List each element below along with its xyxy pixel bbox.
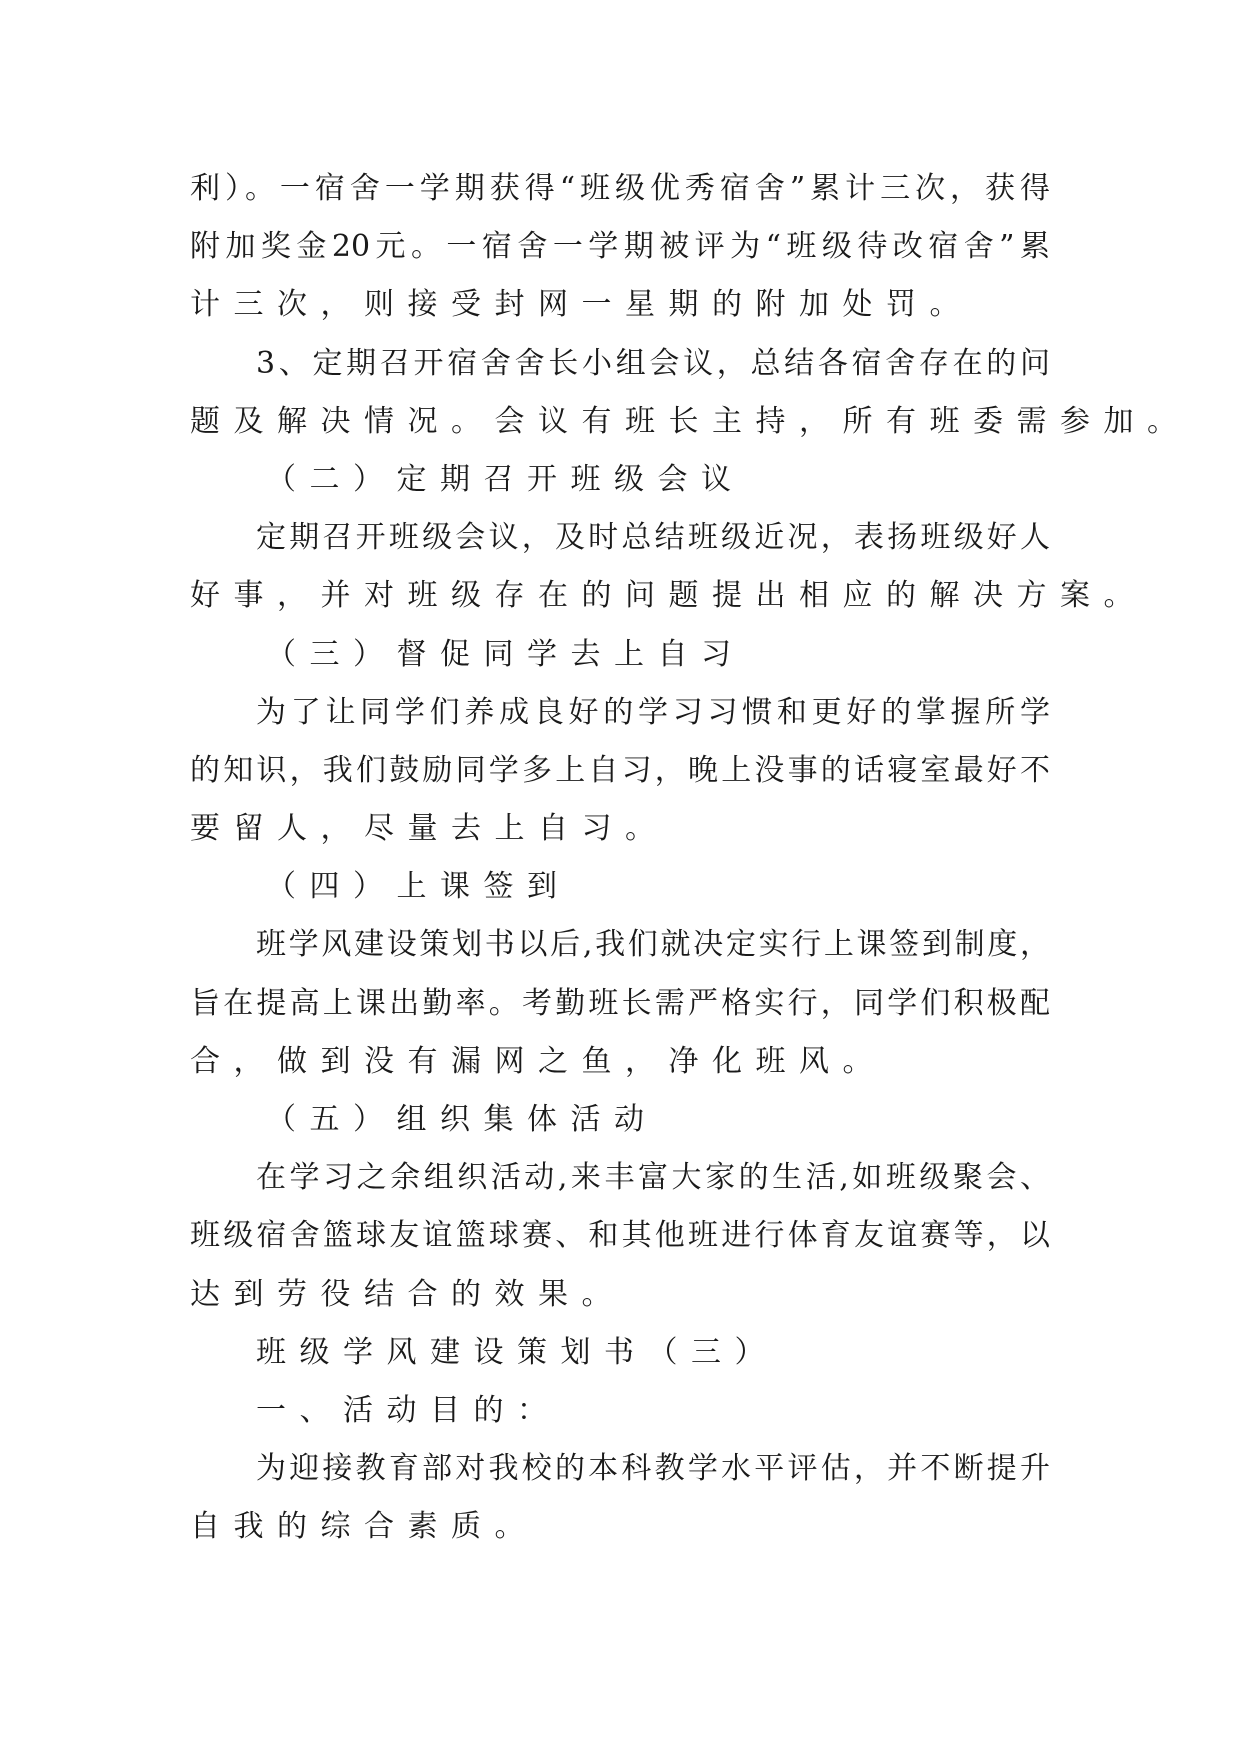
text-line: 计三次，则接受封网一星期的附加处罚。 [190, 287, 973, 323]
text-line: 班学风建设策划书以后,我们就决定实行上课签到制度， [256, 927, 1050, 963]
text-line: 一、活动目的： [256, 1392, 561, 1428]
text-line: 为了让同学们养成良好的学习习惯和更好的掌握所学 [256, 694, 1050, 730]
text-line: （五）组织集体活动 [266, 1102, 658, 1137]
text-line: 达到劳役结合的效果。 [190, 1276, 625, 1312]
text-line: 定期召开班级会议，及时总结班级近况，表扬班级好人 [256, 520, 1050, 556]
text-line: 好事，并对班级存在的问题提出相应的解决方案。 [190, 578, 1147, 614]
document-body [190, 160, 1191, 1557]
text-line: 要留人，尽量去上自习。 [190, 811, 669, 847]
text-line: 3、定期召开宿舍舍长小组会议，总结各宿舍存在的问 [256, 345, 1050, 381]
text-line: 为迎接教育部对我校的本科教学水平评估，并不断提升 [256, 1451, 1050, 1487]
text-line: 利）。一宿舍一学期获得“班级优秀宿舍”累计三次，获得 [190, 171, 1050, 206]
text-line: 班级学风建设策划书（三） [256, 1334, 778, 1370]
text-line: 合，做到没有漏网之鱼，净化班风。 [190, 1043, 886, 1079]
text-line: 在学习之余组织活动,来丰富大家的生活,如班级聚会、 [256, 1160, 1050, 1196]
text-line: 旨在提高上课出勤率。考勤班长需严格实行，同学们积极配 [190, 985, 1050, 1021]
text-line: （四）上课签到 [266, 869, 571, 905]
text-line: 班级宿舍篮球友谊篮球赛、和其他班进行体育友谊赛等，以 [190, 1218, 1050, 1254]
text-line: 题及解决情况。会议有班长主持，所有班委需参加。 [190, 403, 1191, 439]
text-line: （二）定期召开班级会议 [266, 461, 745, 497]
text-line: （三）督促同学去上自习 [266, 636, 745, 672]
text-line: 的知识，我们鼓励同学多上自习，晚上没事的话寝室最好不 [190, 752, 1050, 788]
text-line: 自我的综合素质。 [190, 1509, 538, 1545]
text-line: 附加奖金20元。一宿舍一学期被评为“班级待改宿舍”累 [190, 229, 1050, 265]
